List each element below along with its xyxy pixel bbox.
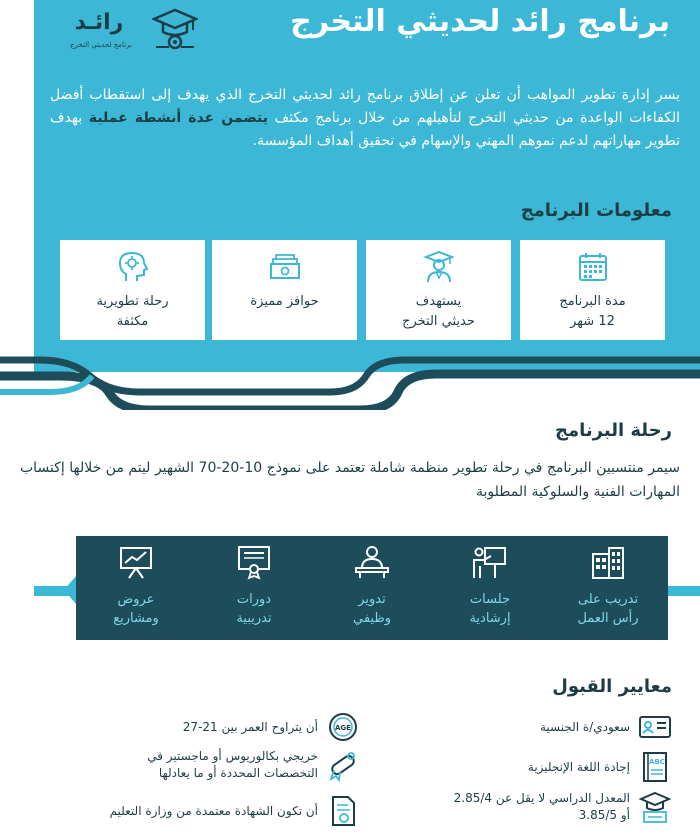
- info-card-target: [366, 240, 511, 340]
- criteria-item-english: [528, 750, 672, 784]
- criteria-item-age: [183, 710, 360, 744]
- step-label: تدريب على رأس العمل: [577, 592, 639, 626]
- criteria-text: خريجي بكالوريوس أو ماجستير في التخصصات المحددة أو ما يعادلها: [147, 749, 318, 780]
- info-card-incentives: [212, 240, 357, 340]
- step-on-job-training: [548, 536, 668, 640]
- program-info-heading: معلومات البرنامج: [520, 200, 672, 221]
- svg-text:ABC: ABC: [649, 758, 665, 766]
- criteria-text: المعدل الدراسي لا يقل عن 2.85/4 أو 3.85/5: [453, 791, 630, 822]
- criteria-text: إجادة اللغة الإنجليزية: [527, 759, 630, 774]
- graduate-icon: [422, 250, 456, 284]
- criteria-text: أن تكون الشهادة معتمدة من وزارة التعليم: [109, 803, 318, 818]
- info-card-label: يستهدف حديثي التخرج: [402, 294, 475, 329]
- money-icon: [268, 250, 302, 284]
- intro-line: إلى استقطاب أفضل الكفاءات الواعدة من حديثي التخرج لتأهيلهم من خلال برنامج: [50, 87, 680, 126]
- chart-board-icon: [117, 544, 155, 580]
- step-label: تدوير وظيفي: [353, 592, 391, 626]
- info-card-journey: [60, 240, 205, 340]
- journey-text-line: 10-20-70 الشهير ليتم من خلالها إكتساب المهارات الفنية والسلوكية المطلوبة: [20, 460, 680, 500]
- info-card-label: رحلة تطويرية مكثفة: [96, 294, 169, 329]
- intro-line: والإسهام في تحقيق أهداف المؤسسة.: [252, 133, 472, 149]
- step-courses: [194, 536, 314, 640]
- age-icon: [326, 710, 360, 744]
- graduation-cap-gear-icon: [152, 6, 198, 52]
- intro-highlight: يتضمن عدة أنشطة عملية: [88, 110, 268, 126]
- journey-description: [20, 456, 680, 504]
- info-card-duration: [520, 240, 665, 340]
- info-card-label: مدة البرنامج 12 شهر: [559, 294, 626, 329]
- criteria-item-accreditation: [110, 794, 360, 828]
- criteria-item-degree: [147, 748, 360, 782]
- calendar-icon: [576, 250, 610, 284]
- head-gear-icon: [116, 250, 150, 284]
- presentation-icon: [471, 544, 509, 580]
- id-card-icon: [638, 710, 672, 744]
- decorative-wave: [0, 336, 700, 410]
- step-label: جلسات إرشادية: [469, 592, 511, 626]
- step-job-rotation: [312, 536, 432, 640]
- desk-worker-icon: [353, 544, 391, 580]
- svg-text:AGE: AGE: [335, 724, 351, 732]
- intro-line: يسر إدارة تطوير المواهب أن تعلن عن إطلاق برنامج رائد لحديثي التخرج الذي يهدف: [177, 87, 681, 103]
- criteria-text: أن يتراوح العمر بين 21-27: [182, 719, 318, 734]
- building-icon: [589, 544, 627, 580]
- english-book-icon: [638, 750, 672, 784]
- logo: [56, 4, 206, 56]
- step-arrow: [64, 576, 76, 604]
- intro-line: بهدف تطوير مهاراتهم لدعم نموهم المهني: [50, 110, 680, 149]
- accredited-document-icon: [326, 794, 360, 828]
- diploma-icon: [326, 748, 360, 782]
- page-title: برنامج رائد لحديثي التخرج: [290, 4, 670, 39]
- logo-wordmark: رائـد: [74, 10, 124, 35]
- certificate-icon: [235, 544, 273, 580]
- step-mentoring: [430, 536, 550, 640]
- logo-tagline: برنامج لحديثي التخرج: [70, 41, 132, 49]
- gpa-icon: [638, 790, 672, 824]
- step-label: عروض ومشاريع: [113, 592, 159, 626]
- intro-line: مكثف: [267, 110, 309, 126]
- journey-heading: رحلة البرنامج: [555, 420, 672, 441]
- criteria-heading: معايير القبول: [552, 676, 672, 697]
- intro-paragraph: [50, 84, 680, 153]
- journey-text-line: سيمر منتسبين البرنامج في رحلة تطوير منظمة شاملة تعتمد على نموذج: [266, 460, 680, 476]
- criteria-item-nationality: [540, 710, 672, 744]
- step-label: دورات تدريبية: [236, 592, 272, 626]
- criteria-text: سعودي/ة الجنسية: [539, 719, 630, 734]
- step-presentations: [76, 536, 196, 640]
- info-card-label: حوافز مميزة: [250, 294, 319, 309]
- criteria-item-gpa: [454, 790, 672, 824]
